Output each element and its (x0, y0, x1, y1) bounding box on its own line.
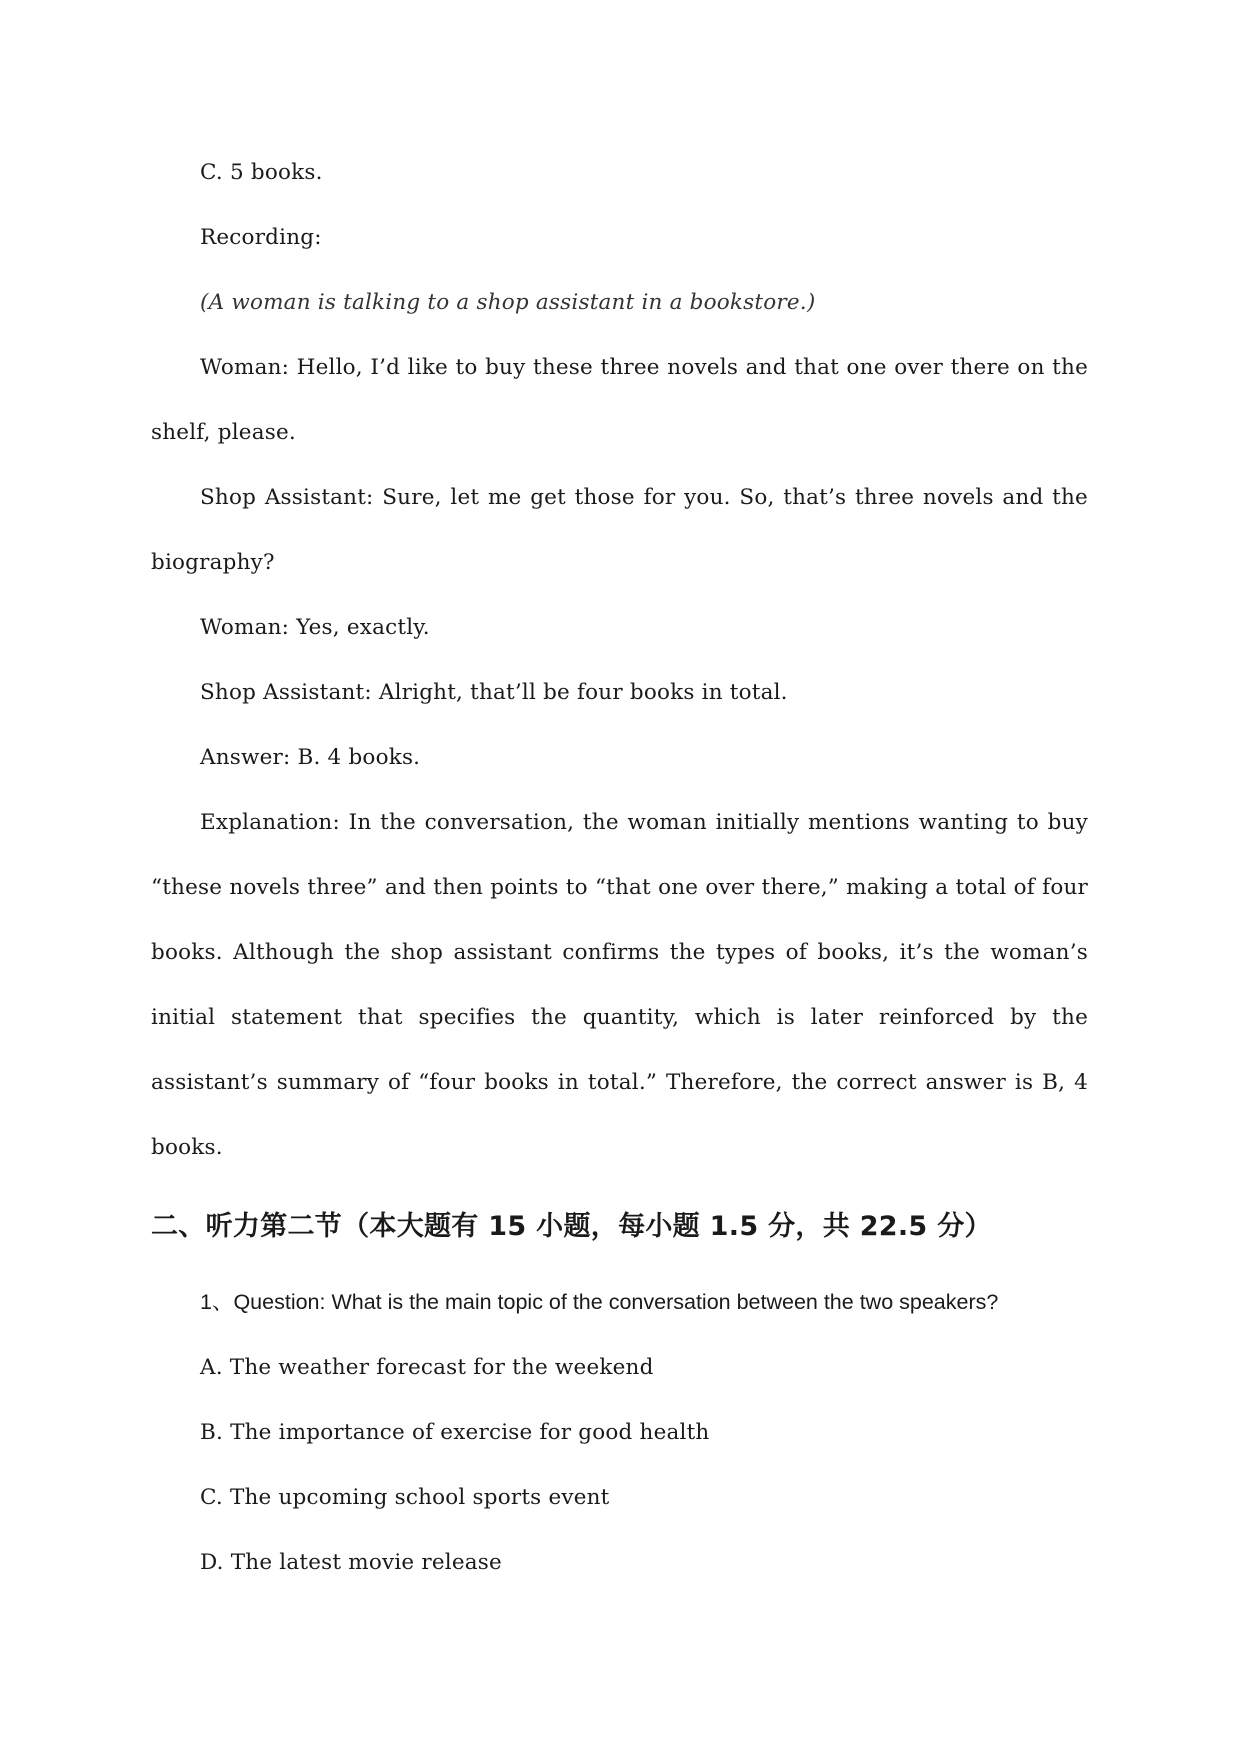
option-d: D. The latest movie release (200, 1550, 502, 1575)
option-b: B. The importance of exercise for good health (200, 1420, 710, 1445)
recording-label: Recording: (200, 225, 322, 250)
dialogue-line: Shop Assistant: Sure, let me get those for you. So, that’s three novels and the biography? (151, 485, 1088, 575)
option-c: C. The upcoming school sports event (200, 1485, 610, 1510)
option-a: A. The weather forecast for the weekend (200, 1355, 654, 1380)
scene-description: (A woman is talking to a shop assistant in a bookstore.) (200, 290, 816, 315)
question-text: 1、Question: What is the main topic of the conversation between the two speakers? (200, 1290, 999, 1314)
section-heading: 二、听力第二节（本大题有 15 小题，每小题 1.5 分，共 22.5 分） (151, 1211, 992, 1242)
dialogue-line: Woman: Yes, exactly. (200, 615, 430, 640)
explanation-paragraph: Explanation: In the conversation, the woman initially mentions wanting to buy “these novels three” and then points to “that one over there,” making a total of four books. Although the shop assistant confirms the types of books, it’s the woman’s initial statement that specifies the quantity, which is later reinforced by the assistant’s summary of “four books in total.” Therefore, the correct answer is B, 4 books. (151, 810, 1088, 1160)
document-content (151, 140, 1088, 1595)
dialogue-line: Woman: Hello, I’d like to buy these three novels and that one over there on the shelf, please. (151, 355, 1088, 445)
answer-line: Answer: B. 4 books. (200, 745, 421, 770)
option-c: C. 5 books. (200, 160, 323, 185)
dialogue-line: Shop Assistant: Alright, that’ll be four books in total. (200, 680, 788, 705)
